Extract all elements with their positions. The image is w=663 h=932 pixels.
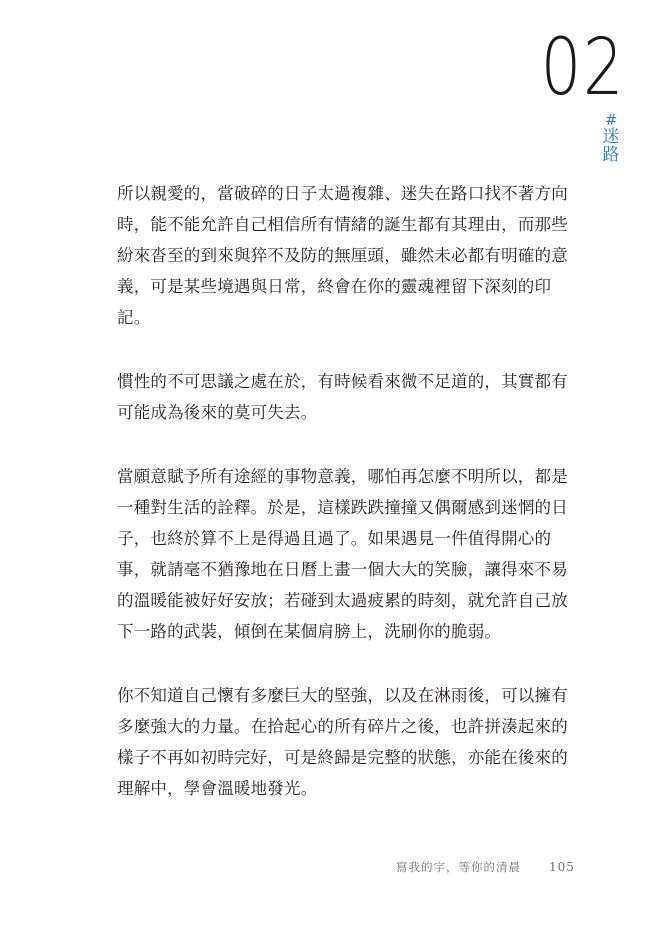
chapter-number: 02 bbox=[540, 23, 625, 113]
paragraph: 你不知道自己懷有多麼巨大的堅強，以及在淋雨後，可以擁有多麼強大的力量。在拾起心的所有碎片之後，也許拼湊起來的樣子不再如初時完好，可是終歸是完整的狀態，亦能在後來的理解中，學會溫暖地發光。 bbox=[117, 686, 568, 798]
paragraph: 慣性的不可思議之處在於，有時候看來微不足道的，其實都有可能成為後來的莫可失去。 bbox=[117, 372, 568, 422]
chapter-tag-char: 迷 bbox=[602, 127, 620, 147]
body-text bbox=[117, 178, 582, 837]
paragraph: 當願意賦予所有途經的事物意義，哪怕再怎麼不明所以，都是一種對生活的詮釋。於是，這樣跌跌撞撞又偶爾感到迷惘的日子，也終於算不上是得過且過了。如果遇見一件值得開心的事，就請毫不猶豫地在日曆上畫一個大大的笑臉，讓得來不易的溫暖能被好好安放；若碰到太過疲累的時刻，就允許自己放下一路的武裝，傾倒在某個肩膀上，洗刷你的脆弱。 bbox=[117, 467, 568, 641]
chapter-tag-char: 路 bbox=[602, 145, 620, 165]
running-footer bbox=[396, 859, 575, 875]
paragraph: 所以親愛的，當破碎的日子太過複雜、迷失在路口找不著方向時，能不能允許自己相信所有情緒的誕生都有其理由，而那些紛來沓至的到來與猝不及防的無厘頭，雖然未必都有明確的意義，可是某些境遇與日常，終會在你的靈魂裡留下深刻的印記。 bbox=[117, 184, 568, 327]
page-number: 105 bbox=[549, 860, 575, 874]
chapter-tag-hash: # bbox=[604, 111, 618, 129]
chapter-tag bbox=[599, 112, 623, 164]
book-title: 寫我的字，等你的清晨 bbox=[396, 860, 521, 874]
